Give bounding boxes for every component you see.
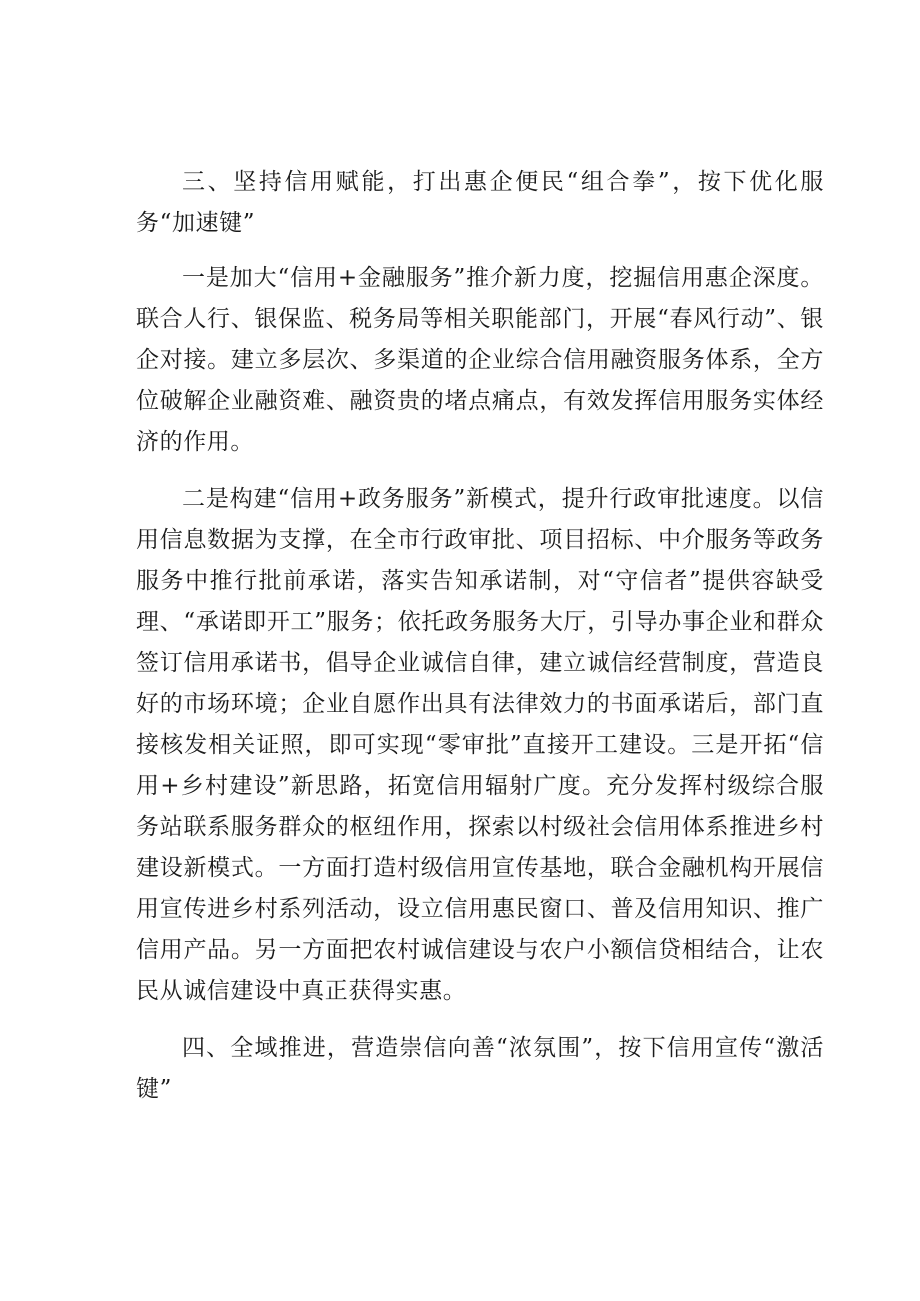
section-three-heading: 三、坚持信用赋能，打出惠企便民“组合拳”，按下优化服务“加速键”	[136, 169, 824, 236]
paragraph-credit-government-services: 二是构建“信用+政务服务”新模式，提升行政审批速度。以信用信息数据为支撑，在全市行政审批、项目招标、中介服务等政务服务中推行批前承诺，落实告知承诺制，对“守信者”提供容缺受理、“承诺即开工”服务；依托政务服务大厅，引导办事企业和群众签订信用承诺书，倡导企业诚信自律，建立诚信经营制度，营造良好的市场环境；企业自愿作出具有法律效力的书面承诺后，部门直接核发相关证照，即可实现“零审批”直接开工建设。三是开拓“信用+乡村建设”新思路，拓宽信用辐射广度。充分发挥村级综合服务站联系服务群众的枢纽作用，探索以村级社会信用体系推进乡村建设新模式。一方面打造村级信用宣传基地，联合金融机构开展信用宣传进乡村系列活动，设立信用惠民窗口、普及信用知识、推广信用产品。另一方面把农村诚信建设与农户小额信贷相结合，让农民从诚信建设中真正获得实惠。	[136, 486, 824, 1004]
section-four-heading: 四、全域推进，营造崇信向善“浓氛围”，按下信用宣传“激活键”	[136, 1035, 824, 1102]
paragraph-credit-finance: 一是加大“信用+金融服务”推介新力度，挖掘信用惠企深度。联合人行、银保监、税务局等相关职能部门，开展“春风行动”、银企对接。建立多层次、多渠道的企业综合信用融资服务体系，全方位破解企业融资难、融资贵的堵点痛点，有效发挥信用服务实体经济的作用。	[136, 265, 824, 455]
